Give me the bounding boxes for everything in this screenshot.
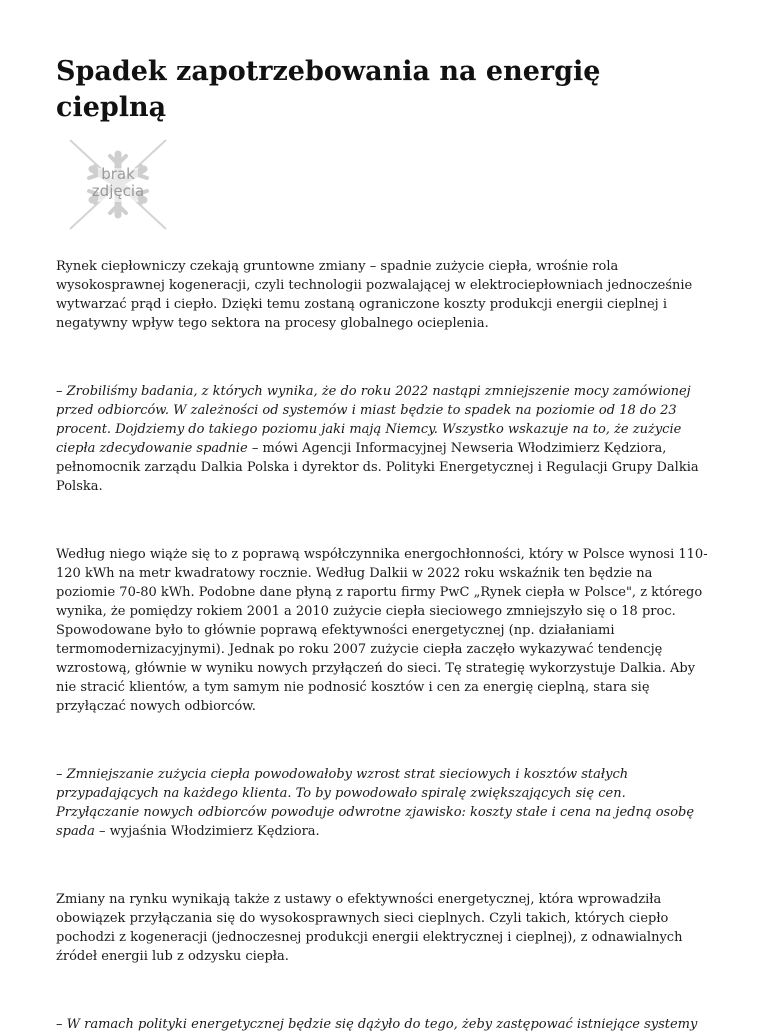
no-photo-label-line1: brak	[101, 165, 135, 183]
quote-text: – Zmniejszanie zużycia ciepła powodowałoby wzrost strat sieciowych i kosztów stałych przypadających na każdego klienta. To by powodowało spiralę zwiększających się cen. Przyłączanie nowych odbiorców powoduje odwrotne zjawisko: koszty stałe i cena na jedną osobę spada	[56, 767, 695, 839]
no-photo-label-line2: zdjęcia	[91, 182, 145, 200]
paragraph-quote-1	[56, 382, 712, 496]
paragraph-analysis: Według niego wiąże się to z poprawą współczynnika energochłonności, który w Polsce wynosi 110-120 kWh na metr kwadratowy rocznie. Według Dalkii w 2022 roku wskaźnik ten będzie na poziomie 70-80 kWh. Podobne dane płyną z raportu firmy PwC „Rynek ciepła w Polsce", z którego wynika, że pomiędzy rokiem 2001 a 2010 zużycie ciepła sieciowego zmniejszyło się o 18 proc. Spowodowane było to głównie poprawą efektywności energetycznej (np. działaniami termomodernizacyjnymi). Jednak po roku 2007 zużycie ciepła zaczęło wykazywać tendencję wzrostową, głównie w wyniku nowych przyłączeń do sieci. Tę strategię wykorzystuje Dalkia. Aby nie stracić klientów, a tym samym nie podnosić kosztów i cen za energię cieplną, stara się przyłączać nowych odbiorców.	[56, 547, 708, 714]
no-photo-placeholder	[68, 138, 168, 231]
quote-attribution: – wyjaśnia Włodzimierz Kędziora.	[94, 824, 320, 839]
paragraph-quote-3	[56, 1015, 712, 1034]
paragraph-regulation: Zmiany na rynku wynikają także z ustawy o efektywności energetycznej, która wprowadziła obowiązek przyłączania się do wysokosprawnych sieci cieplnych. Czyli takich, których ciepło pochodzi z kogeneracji (jednoczesnej produkcji energii elektrycznej i cieplnej), z odnawialnych źródeł energii lub z odzysku ciepła.	[56, 892, 683, 964]
article-title: Spadek zapotrzebowania na energię cieplną	[56, 56, 601, 123]
quote-attribution: – mówi Agencji Informacyjnej Newseria Włodzimierz Kędziora, pełnomocnik zarządu Dalkia Polska i dyrektor ds. Polityki Energetycznej i Regulacji Grupy Dalkia Polska.	[56, 441, 699, 494]
quote-text: – W ramach polityki energetycznej będzie się dążyło do tego, żeby zastępować istniejące systemy	[56, 1017, 698, 1032]
paragraph-quote-2	[56, 765, 712, 841]
article-body	[56, 257, 712, 1034]
paragraph-intro: Rynek ciepłowniczy czekają gruntowne zmiany – spadnie zużycie ciepła, wrośnie rola wysokosprawnej kogeneracji, czyli technologii pozwalającej w elektrociepłowniach jednocześnie wytwarzać prąd i ciepło. Dzięki temu zostaną ograniczone koszty produkcji energii cieplnej i negatywny wpływ tego sektora na procesy globalnego ocieplenia.	[56, 259, 693, 331]
quote-text: – Zrobiliśmy badania, z których wynika, że do roku 2022 nastąpi zmniejszenie mocy zamówionej przed odbiorców. W zależności od systemów i miast będzie to spadek na poziomie od 18 do 23 procent. Dojdziemy do takiego poziomu jaki mają Niemcy. Wszystko wskazuje na to, że zużycie ciepła zdecydowanie spadnie	[56, 384, 691, 456]
